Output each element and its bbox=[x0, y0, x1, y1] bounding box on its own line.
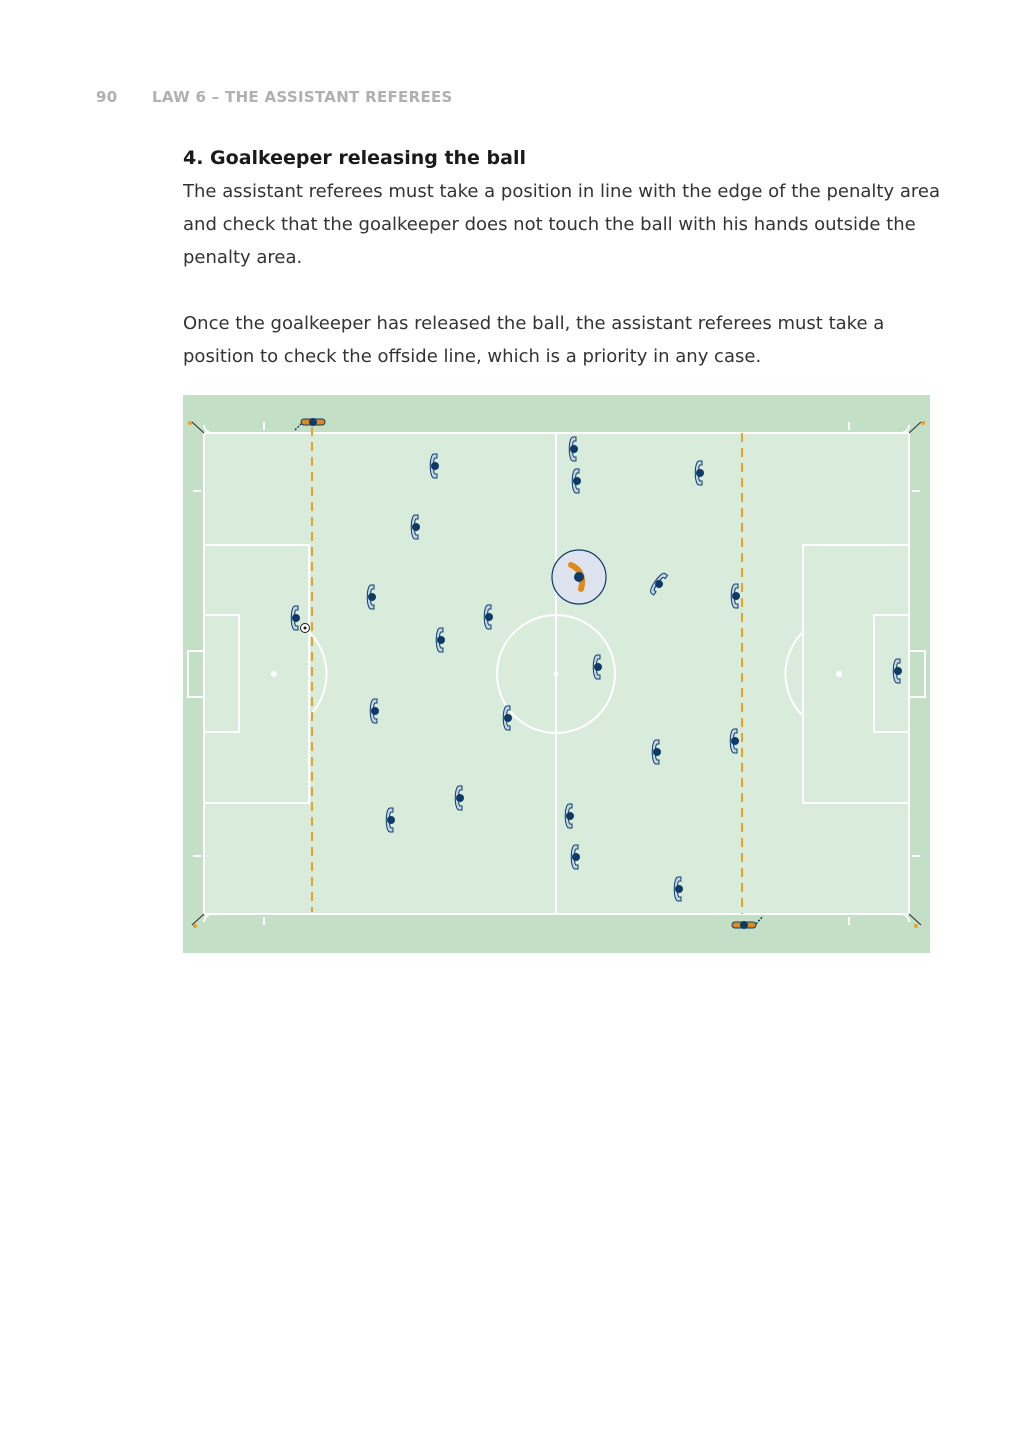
centre-spot bbox=[554, 672, 559, 677]
ball-icon bbox=[301, 624, 310, 633]
right-penalty-spot bbox=[836, 671, 842, 677]
pitch-diagram bbox=[183, 395, 930, 953]
football-pitch bbox=[183, 395, 930, 953]
assistant-referee-bottom-head bbox=[740, 921, 748, 929]
referee bbox=[552, 550, 606, 604]
page-number: 90 bbox=[96, 88, 118, 106]
section-title: LAW 6 – THE ASSISTANT REFEREES bbox=[152, 88, 453, 106]
section-heading: 4. Goalkeeper releasing the ball bbox=[183, 147, 527, 169]
paragraph-1: The assistant referees must take a position in line with the edge of the penalty area and check that the goalkeeper does not touch the ball with his hands outside the penalty area. bbox=[183, 181, 940, 268]
assistant-referee-top-head bbox=[309, 418, 317, 426]
article-body bbox=[183, 142, 943, 373]
paragraph-2: Once the goalkeeper has released the ball, the assistant referees must take a position to check the offside line, which is a priority in any case. bbox=[183, 313, 885, 367]
running-head bbox=[96, 88, 453, 106]
left-penalty-spot bbox=[271, 671, 277, 677]
referee-head bbox=[574, 572, 584, 582]
